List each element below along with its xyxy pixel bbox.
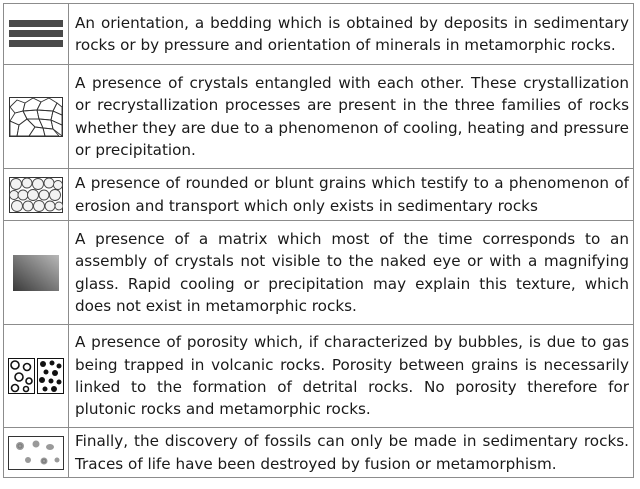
table-row xyxy=(4,221,634,325)
porosity-bubbles-icon xyxy=(8,358,64,394)
fossils-icon xyxy=(8,436,64,470)
rounded-grains-icon xyxy=(9,177,63,213)
row-text: A presence of rounded or blunt grains which testify to a phenomenon of erosion and transport which only exists in sedimentary rocks xyxy=(69,169,634,221)
table-row xyxy=(4,428,634,478)
gray-gradient-matrix-icon xyxy=(13,255,59,291)
rock-textures-table xyxy=(3,3,634,478)
layered-stripes-icon xyxy=(9,19,63,49)
interlocking-crystals-icon xyxy=(9,97,63,137)
row-text: An orientation, a bedding which is obtained by deposits in sedimentary rocks or by pressure and orientation of minerals in metamorphic rocks. xyxy=(69,4,634,65)
table-row xyxy=(4,325,634,428)
row-text: A presence of a matrix which most of the time corresponds to an assembly of crystals not visible to the naked eye or with a magnifying glass. Rapid cooling or precipitation may explain this texture, which does not exist in metamorphic rocks. xyxy=(69,221,634,325)
row-text: A presence of crystals entangled with each other. These crystallization or recrystallization processes are present in the three families of rocks whether they are due to a phenomenon of cooling, heating and pressure or precipitation. xyxy=(69,65,634,169)
table-row xyxy=(4,4,634,65)
table-row xyxy=(4,65,634,169)
table-row xyxy=(4,169,634,221)
row-text: Finally, the discovery of fossils can only be made in sedimentary rocks. Traces of life have been destroyed by fusion or metamorphism. xyxy=(69,428,634,478)
row-text: A presence of porosity which, if characterized by bubbles, is due to gas being trapped in volcanic rocks. Porosity between grains is necessarily linked to the formation of detrital rocks. No porosity therefore for plutonic rocks and metamorphic rocks. xyxy=(69,325,634,428)
